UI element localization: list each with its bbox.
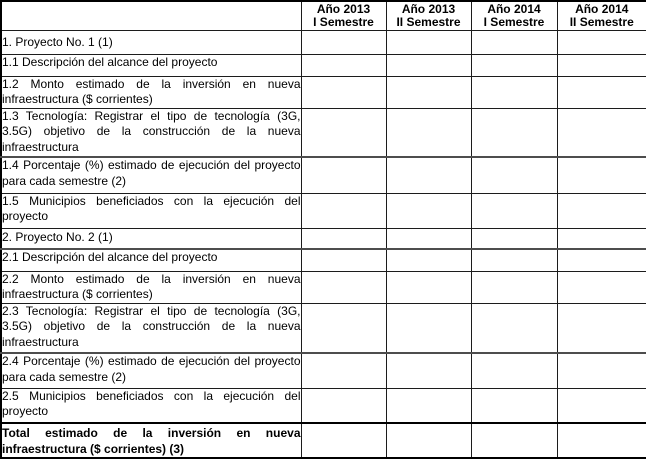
cell-2013-s1 (301, 157, 386, 193)
cell-2013-s2 (386, 228, 471, 249)
row-label: 1. Proyecto No. 1 (1) (1, 30, 301, 54)
row-1-4-porcentaje (1, 157, 646, 193)
col-header-year: Año 2013 (387, 3, 471, 16)
row-2-1-descripcion (1, 249, 646, 271)
cell-2014-s2 (557, 54, 646, 76)
col-header-semester: I Semestre (302, 16, 386, 29)
row-2-3-tecnologia (1, 303, 646, 353)
row-label: 2.1 Descripción del alcance del proyecto (1, 249, 301, 271)
cell-2013-s1 (301, 353, 386, 388)
row-2-5-municipios (1, 388, 646, 423)
cell-2013-s1 (301, 54, 386, 76)
row-label: 1.3 Tecnología: Registrar el tipo de tecnología (3G, 3.5G) objetivo de la construcción de la nueva infraestructura (1, 108, 301, 157)
col-header-2014-s2 (557, 1, 646, 30)
cell-2013-s2 (386, 193, 471, 228)
cell-2014-s2 (557, 271, 646, 303)
col-header-year: Año 2014 (558, 3, 646, 16)
cell-2014-s1 (471, 108, 557, 157)
cell-2014-s1 (471, 271, 557, 303)
cell-2014-s1 (471, 388, 557, 423)
cell-2013-s1 (301, 30, 386, 54)
col-header-semester: II Semestre (558, 16, 646, 29)
row-label: 1.5 Municipios beneficiados con la ejecución del proyecto (1, 193, 301, 228)
row-proyecto-2 (1, 228, 646, 249)
row-label: 2.5 Municipios beneficiados con la ejecución del proyecto (1, 388, 301, 423)
cell-2014-s1 (471, 193, 557, 228)
row-1-3-tecnologia (1, 108, 646, 157)
header-row (1, 1, 646, 30)
cell-2014-s1 (471, 157, 557, 193)
cell-2013-s2 (386, 157, 471, 193)
col-header-semester: II Semestre (387, 16, 471, 29)
table-body (1, 30, 646, 458)
row-1-1-descripcion (1, 54, 646, 76)
cell-2014-s2 (557, 30, 646, 54)
cell-2014-s1 (471, 303, 557, 353)
row-total (1, 423, 646, 458)
cell-2014-s2 (557, 249, 646, 271)
col-header-year: Año 2013 (302, 3, 386, 16)
cell-2013-s2 (386, 423, 471, 458)
cell-2014-s1 (471, 353, 557, 388)
cell-2014-s1 (471, 249, 557, 271)
cell-2013-s1 (301, 271, 386, 303)
cell-2013-s1 (301, 193, 386, 228)
row-label: 1.4 Porcentaje (%) estimado de ejecución del proyecto para cada semestre (2) (1, 157, 301, 193)
col-header-2013-s1 (301, 1, 386, 30)
row-1-2-monto (1, 76, 646, 108)
cell-2013-s2 (386, 54, 471, 76)
cell-2014-s2 (557, 388, 646, 423)
cell-2013-s1 (301, 108, 386, 157)
cell-2014-s2 (557, 76, 646, 108)
col-header-2013-s2 (386, 1, 471, 30)
cell-2013-s2 (386, 76, 471, 108)
row-2-2-monto (1, 271, 646, 303)
cell-2014-s2 (557, 193, 646, 228)
row-proyecto-1 (1, 30, 646, 54)
cell-2013-s2 (386, 353, 471, 388)
cell-2014-s2 (557, 157, 646, 193)
row-label: 2.4 Porcentaje (%) estimado de ejecución del proyecto para cada semestre (2) (1, 353, 301, 388)
cell-2013-s2 (386, 108, 471, 157)
cell-2013-s1 (301, 388, 386, 423)
cell-2014-s2 (557, 423, 646, 458)
cell-2014-s1 (471, 76, 557, 108)
row-label: 1.2 Monto estimado de la inversión en nueva infraestructura ($ corrientes) (1, 76, 301, 108)
cell-2014-s2 (557, 303, 646, 353)
cell-2013-s1 (301, 423, 386, 458)
cell-2013-s1 (301, 249, 386, 271)
cell-2013-s2 (386, 388, 471, 423)
row-label: Total estimado de la inversión en nueva infraestructura ($ corrientes) (3) (1, 423, 301, 458)
cell-2014-s2 (557, 353, 646, 388)
cell-2013-s2 (386, 271, 471, 303)
cell-2013-s2 (386, 30, 471, 54)
cell-2014-s1 (471, 54, 557, 76)
table-header (1, 1, 646, 30)
cell-2013-s1 (301, 303, 386, 353)
row-2-4-porcentaje (1, 353, 646, 388)
col-header-year: Año 2014 (472, 3, 557, 16)
col-header-2014-s1 (471, 1, 557, 30)
row-1-5-municipios (1, 193, 646, 228)
cell-2014-s2 (557, 228, 646, 249)
row-label: 1.1 Descripción del alcance del proyecto (1, 54, 301, 76)
cell-2014-s1 (471, 423, 557, 458)
col-header-semester: I Semestre (472, 16, 557, 29)
cell-2014-s1 (471, 228, 557, 249)
corner-cell (1, 1, 301, 30)
row-label: 2.3 Tecnología: Registrar el tipo de tecnología (3G, 3.5G) objetivo de la construcción de la nueva infraestructura (1, 303, 301, 353)
cell-2013-s2 (386, 249, 471, 271)
row-label: 2.2 Monto estimado de la inversión en nueva infraestructura ($ corrientes) (1, 271, 301, 303)
cell-2013-s2 (386, 303, 471, 353)
cell-2013-s1 (301, 76, 386, 108)
row-label: 2. Proyecto No. 2 (1) (1, 228, 301, 249)
cell-2013-s1 (301, 228, 386, 249)
cell-2014-s2 (557, 108, 646, 157)
cell-2014-s1 (471, 30, 557, 54)
